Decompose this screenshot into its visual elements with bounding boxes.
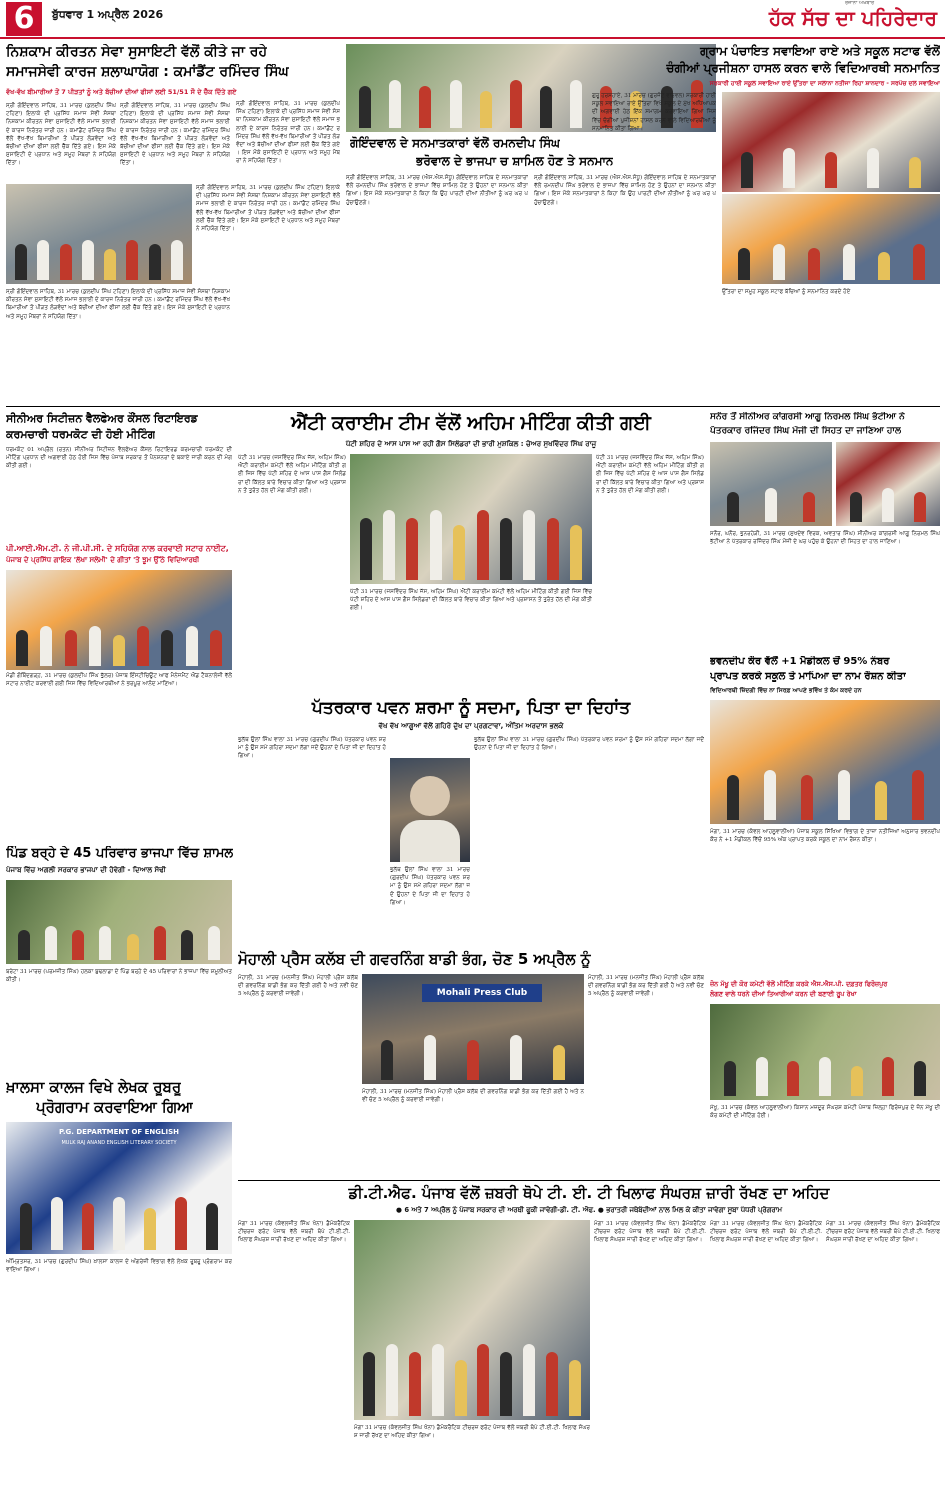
article-body: ਮੋਗਾ 31 ਮਾਰਚ (ਕੰਵਲਜੀਤ ਸਿੰਘ ਖੰਨਾ) ਡੈਮੋਕਰੈਟਿਕ ਟੀਚਰਜ਼ ਫਰੰਟ ਪੰਜਾਬ ਵੱਲੋਂ ਜ਼ਬਰੀ ਥੋਪੇ ਟੀ.ਈ.ਟੀ. ਖਿਲਾਫ ਸੰਘਰਸ਼ ਜਾਰੀ ਰੱਖਣ ਦਾ ਅਹਿਦ ਕੀਤਾ ਗਿਆ। <box>594 1221 706 1244</box>
mohali-photo <box>362 974 584 1084</box>
headline: ਪਿੰਡ ਬਰ੍ਹੇ ਦੇ 45 ਪਰਿਵਾਰ ਭਾਜਪਾ ਵਿੱਚ ਸ਼ਾਮਲ <box>6 846 234 861</box>
article-pimt <box>6 544 232 844</box>
pimt-photo <box>6 570 232 670</box>
article-body: ਪੱਟੀ 31 ਮਾਰਚ (ਜਸਵਿੰਦਰ ਸਿੰਘ ਜੱਸ, ਅਹਿਮ ਸਿੰਘ) ਐਂਟੀ ਕਰਾਈਮ ਕਮੇਟੀ ਵੱਲੋਂ ਅਹਿਮ ਮੀਟਿੰਗ ਕੀਤੀ ਗਈ ਜਿਸ ਵਿੱਚ ਪੱਟੀ ਸ਼ਹਿਰ ਦੇ ਆਸ ਪਾਸ ਗੈਸ ਸਿਲੰਡਰਾਂ ਦੀ ਕਿੱਲਤ ਬਾਰੇ ਵਿਚਾਰ ਕੀਤਾ ਗਿਆ ਅਤੇ ਪ੍ਰਸ਼ਾਸਨ ਤੋਂ ਤੁਰੰਤ ਹੱਲ ਦੀ ਮੰਗ ਕੀਤੀ ਗਈ। <box>596 455 704 494</box>
headline: ਭਵਨਦੀਪ ਕੌਰ ਵੱਲੋਂ +1 ਮੈਡੀਕਲ ਚੋਂ 95% ਨੰਬਰ <box>710 656 890 667</box>
masthead <box>0 0 945 38</box>
article-body: ਸ੍ਰੀ ਗੋਇੰਦਵਾਲ ਸਾਹਿਬ, 31 ਮਾਰਚ (ਕੁਲਦੀਪ ਸਿੰਘ ਟਹਿਣਾ) ਇਲਾਕੇ ਦੀ ਪ੍ਰਸਿੱਧ ਸਮਾਜ ਸੇਵੀ ਸੰਸਥਾ ਨਿਸ਼ਕਾਮ ਕੀਰਤਨ ਸੇਵਾ ਸੁਸਾਇਟੀ ਵੱਲੋਂ ਸਮਾਜ ਭਲਾਈ ਦੇ ਕਾਰਜ ਨਿਰੰਤਰ ਜਾਰੀ ਹਨ। ਕਮਾਂਡੈਂਟ ਰਮਿੰਦਰ ਸਿੰਘ ਵੱਲੋਂ ਵੱਖ-ਵੱਖ ਬਿਮਾਰੀਆਂ ਤੋਂ ਪੀੜਤ ਲੋੜਵੰਦਾਂ ਅਤੇ ਬੱਚੀਆਂ ਦੀਆਂ ਫੀਸਾਂ ਲਈ ਚੈੱਕ ਦਿੱਤੇ ਗਏ। ਇਸ ਮੌਕੇ ਸੁਸਾਇਟੀ ਦੇ ਪ੍ਰਧਾਨ ਅਤੇ ਸਮੂਹ ਮੈਂਬਰਾਂ ਨੇ ਸਹਿਯੋਗ ਦਿੱਤਾ। <box>196 185 340 233</box>
issue-date: ਬੁੱਧਵਾਰ 1 ਅਪ੍ਰੈਲ 2026 <box>52 8 164 21</box>
article-body: ਮੋਗਾ 31 ਮਾਰਚ (ਕੰਵਲਜੀਤ ਸਿੰਘ ਖੰਨਾ) ਡੈਮੋਕਰੈਟਿਕ ਟੀਚਰਜ਼ ਫਰੰਟ ਪੰਜਾਬ ਵੱਲੋਂ ਜ਼ਬਰੀ ਥੋਪੇ ਟੀ.ਈ.ਟੀ. ਖਿਲਾਫ ਸੰਘਰਸ਼ ਜਾਰੀ ਰੱਖਣ ਦਾ ਅਹਿਦ ਕੀਤਾ ਗਿਆ। <box>710 1221 822 1244</box>
article-school <box>666 44 940 394</box>
article-body: ਪੱਟੀ 31 ਮਾਰਚ (ਜਸਵਿੰਦਰ ਸਿੰਘ ਜੱਸ, ਅਹਿਮ ਸਿੰਘ) ਐਂਟੀ ਕਰਾਈਮ ਕਮੇਟੀ ਵੱਲੋਂ ਅਹਿਮ ਮੀਟਿੰਗ ਕੀਤੀ ਗਈ ਜਿਸ ਵਿੱਚ ਪੱਟੀ ਸ਼ਹਿਰ ਦੇ ਆਸ ਪਾਸ ਗੈਸ ਸਿਲੰਡਰਾਂ ਦੀ ਕਿੱਲਤ ਬਾਰੇ ਵਿਚਾਰ ਕੀਤਾ ਗਿਆ ਅਤੇ ਪ੍ਰਸ਼ਾਸਨ ਤੋਂ ਤੁਰੰਤ ਹੱਲ ਦੀ ਮੰਗ ਕੀਤੀ ਗਈ। <box>350 589 592 612</box>
headline: ਸੀਨੀਅਰ ਸਿਟੀਜ਼ਨ ਵੈਲਫੇਅਰ ਕੌਂਸਲ ਰਿਟਾਇਰਡ <box>6 412 198 425</box>
article-zone <box>710 980 940 1178</box>
headline: ਲੋਗਣ ਵਾਲੇ ਧਰਨੇ ਦੀਆਂ ਤਿਆਰੀਆਂ ਕਰਨ ਦੀ ਬਣਾਈ ਰੂਪ ਰੇਖਾ <box>710 990 857 998</box>
headline: ਮੋਹਾਲੀ ਪ੍ਰੈਸ ਕਲੱਬ ਦੀ ਗਵਰਨਿੰਗ ਬਾਡੀ ਭੰਗ, ਚੋਣ 5 ਅਪ੍ਰੈਲ ਨੂੰ <box>238 950 591 968</box>
banner-text: MULK RAJ ANAND ENGLISH LITERARY SOCIETY <box>61 1140 177 1146</box>
medical-photo <box>710 700 940 824</box>
article-body: ਸ੍ਰੀ ਗੋਇੰਦਵਾਲ ਸਾਹਿਬ, 31 ਮਾਰਚ (ਕੁਲਦੀਪ ਸਿੰਘ ਟਹਿਣਾ) ਇਲਾਕੇ ਦੀ ਪ੍ਰਸਿੱਧ ਸਮਾਜ ਸੇਵੀ ਸੰਸਥਾ ਨਿਸ਼ਕਾਮ ਕੀਰਤਨ ਸੇਵਾ ਸੁਸਾਇਟੀ ਵੱਲੋਂ ਸਮਾਜ ਭਲਾਈ ਦੇ ਕਾਰਜ ਨਿਰੰਤਰ ਜਾਰੀ ਹਨ। ਕਮਾਂਡੈਂਟ ਰਮਿੰਦਰ ਸਿੰਘ ਵੱਲੋਂ ਵੱਖ-ਵੱਖ ਬਿਮਾਰੀਆਂ ਤੋਂ ਪੀੜਤ ਲੋੜਵੰਦਾਂ ਅਤੇ ਬੱਚੀਆਂ ਦੀਆਂ ਫੀਸਾਂ ਲਈ ਚੈੱਕ ਦਿੱਤੇ ਗਏ। ਇਸ ਮੌਕੇ ਸੁਸਾਇਟੀ ਦੇ ਪ੍ਰਧਾਨ ਅਤੇ ਸਮੂਹ ਮੈਂਬਰਾਂ ਨੇ ਸਹਿਯੋਗ ਦਿੱਤਾ। <box>6 103 116 167</box>
photo-caption: ਉੱਤਰਾ ਦਾ ਸਮੂਹ ਸਕੂਲ ਸਟਾਫ ਬੱਚਿਆਂ ਨੂੰ ਸਨਮਾਨਿਤ ਕਰਦੇ ਹੋਏ <box>722 289 851 295</box>
article-body: ਮੱਖੂ, 31 ਮਾਰਚ (ਕੰਵਲ ਆਹਲੂਵਾਲੀਆ) ਕਿਸਾਨ ਮਜ਼ਦੂਰ ਸੰਘਰਸ਼ ਕਮੇਟੀ ਪੰਜਾਬ ਜ਼ਿਲ੍ਹਾ ਫਿਰੋਜ਼ਪੁਰ ਦੇ ਜ਼ੋਨ ਮੱਖੂ ਦੀ ਕੋਰ ਕਮੇਟੀ ਦੀ ਮੀਟਿੰਗ ਹੋਈ। <box>710 1105 940 1120</box>
crime-photo <box>350 454 592 584</box>
article-body: ਪੱਟੀ 31 ਮਾਰਚ (ਜਸਵਿੰਦਰ ਸਿੰਘ ਜੱਸ, ਅਹਿਮ ਸਿੰਘ) ਐਂਟੀ ਕਰਾਈਮ ਕਮੇਟੀ ਵੱਲੋਂ ਅਹਿਮ ਮੀਟਿੰਗ ਕੀਤੀ ਗਈ ਜਿਸ ਵਿੱਚ ਪੱਟੀ ਸ਼ਹਿਰ ਦੇ ਆਸ ਪਾਸ ਗੈਸ ਸਿਲੰਡਰਾਂ ਦੀ ਕਿੱਲਤ ਬਾਰੇ ਵਿਚਾਰ ਕੀਤਾ ਗਿਆ ਅਤੇ ਪ੍ਰਸ਼ਾਸਨ ਤੋਂ ਤੁਰੰਤ ਹੱਲ ਦੀ ਮੰਗ ਕੀਤੀ ਗਈ। <box>238 455 346 494</box>
article-body: ਸ੍ਰੀ ਗੋਇੰਦਵਾਲ ਸਾਹਿਬ, 31 ਮਾਰਚ (ਕੁਲਦੀਪ ਸਿੰਘ ਟਹਿਣਾ) ਇਲਾਕੇ ਦੀ ਪ੍ਰਸਿੱਧ ਸਮਾਜ ਸੇਵੀ ਸੰਸਥਾ ਨਿਸ਼ਕਾਮ ਕੀਰਤਨ ਸੇਵਾ ਸੁਸਾਇਟੀ ਵੱਲੋਂ ਸਮਾਜ ਭਲਾਈ ਦੇ ਕਾਰਜ ਨਿਰੰਤਰ ਜਾਰੀ ਹਨ। ਕਮਾਂਡੈਂਟ ਰਮਿੰਦਰ ਸਿੰਘ ਵੱਲੋਂ ਵੱਖ-ਵੱਖ ਬਿਮਾਰੀਆਂ ਤੋਂ ਪੀੜਤ ਲੋੜਵੰਦਾਂ ਅਤੇ ਬੱਚੀਆਂ ਦੀਆਂ ਫੀਸਾਂ ਲਈ ਚੈੱਕ ਦਿੱਤੇ ਗਏ। ਇਸ ਮੌਕੇ ਸੁਸਾਇਟੀ ਦੇ ਪ੍ਰਧਾਨ ਅਤੇ ਸਮੂਹ ਮੈਂਬਰਾਂ ਨੇ ਸਹਿਯੋਗ ਦਿੱਤਾ। <box>236 101 340 165</box>
headline: ਡੀ.ਟੀ.ਐਫ. ਪੰਜਾਬ ਵੱਲੋਂ ਜ਼ਬਰੀ ਥੋਪੇ ਟੀ. ਈ. ਟੀ ਖਿਲਾਫ ਸੰਘਰਸ਼ ਜ਼ਾਰੀ ਰੱਖਣ ਦਾ ਅਹਿਦ <box>348 1184 830 1202</box>
kirtan-photo <box>6 184 192 284</box>
section-divider <box>238 1180 940 1181</box>
article-body: ਮੋਹਾਲੀ, 31 ਮਾਰਚ (ਮਨਜੀਤ ਸਿੰਘ) ਮੋਹਾਲੀ ਪ੍ਰੈਸ ਕਲੱਬ ਦੀ ਗਵਰਨਿੰਗ ਬਾਡੀ ਭੰਗ ਕਰ ਦਿੱਤੀ ਗਈ ਹੈ ਅਤੇ ਨਵੀਂ ਚੋਣ 5 ਅਪ੍ਰੈਲ ਨੂੰ ਕਰਵਾਈ ਜਾਵੇਗੀ। <box>588 975 704 998</box>
subhead: ਵਿਦਿਆਰਥੀ ਜ਼ਿੰਦਗੀ ਵਿੱਚ ਨਾ ਸਿਰਫ਼ ਆਪਣੇ ਭਵਿੱਖ ਤੇ ਕੰਮ ਕਰਦੇ ਹਨ <box>710 687 862 694</box>
article-body: ਸਨੌਰ, ਘਨੌਰ, ਭੁਨਰਹੇੜੀ, 31 ਮਾਰਚ (ਸੁਖਦੇਵ ਵਿਰਕ, ਅਵਤਾਰ ਸਿੰਘ) ਸੀਨੀਅਰ ਕਾਂਗਰਸੀ ਆਗੂ ਨਿਰਮਲ ਸਿੰਘ ਭੱਟੀਆ ਨੇ ਪੱਤਰਕਾਰ ਰਜਿੰਦਰ ਸਿੰਘ ਮੌਜੀ ਦੇ ਘਰ ਪਹੁੰਚ ਕੇ ਉਹਨਾਂ ਦੀ ਸਿਹਤ ਦਾ ਹਾਲ ਜਾਣਿਆ। <box>710 531 940 546</box>
subhead: ਸਰਕਾਰੀ ਹਾਈ ਸਕੂਲ ਸਵਾਇਆ ਰਾਏ ਉੱਤਰਾ ਦਾ ਸਲਾਨਾ ਨਤੀਜਾ ਰਿਹਾ ਸ਼ਾਨਦਾਰ - ਸਰਪੰਚ ਦਲ ਸਵਾਇਆ <box>709 80 940 87</box>
article-body: ਸ੍ਰੀ ਗੋਇੰਦਵਾਲ ਸਾਹਿਬ, 31 ਮਾਰਚ (ਐਸ.ਐਸ.ਸੰਧੂ) ਗੋਇੰਦਵਾਲ ਸਾਹਿਬ ਦੇ ਸਨਮਾਤਕਾਰਾਂ ਵੱਲੋਂ ਰਮਨਦੀਪ ਸਿੰਘ ਭਰੋਵਾਲ ਦੇ ਭਾਜਪਾ ਵਿੱਚ ਸ਼ਾਮਿਲ ਹੋਣ ਤੇ ਉਹਨਾਂ ਦਾ ਸਨਮਾਨ ਕੀਤਾ ਗਿਆ। ਇਸ ਮੌਕੇ ਸਨਮਾਤਕਾਰਾਂ ਨੇ ਕਿਹਾ ਕਿ ਉਹ ਪਾਰਟੀ ਦੀਆਂ ਨੀਤੀਆਂ ਨੂੰ ਘਰ ਘਰ ਪਹੁੰਚਾਉਣਗੇ। <box>534 175 716 206</box>
headline: ਭਰੋਵਾਲ ਦੇ ਭਾਜਪਾ ਚ ਸ਼ਾਮਿਲ ਹੋਣ ਤੇ ਸਨਮਾਨ <box>416 154 614 168</box>
subhead: ● 6 ਅਤੇ 7 ਅਪ੍ਰੈਲ ਨੂੰ ਪੰਜਾਬ ਸਰਕਾਰ ਦੀ ਅਰਥੀ ਫੂਕੀ ਜਾਵੇਗੀ-ਡੀ. ਟੀ. ਐਫ. ● ਭਰਾਤਰੀ ਜਥੇਬੰਦੀਆਂ ਨਾਲ ਮਿਲ ਕੇ ਕੀਤਾ ਜਾਵੇਗਾ ਸੂਬਾ ਪੱਧਰੀ ਪ੍ਰੋਗਰਾਮ <box>396 1206 782 1214</box>
article-crime <box>238 412 704 692</box>
article-medical <box>710 656 940 976</box>
subhead: ਵੱਖ-ਵੱਖ ਬੀਮਾਰੀਆਂ ਤੋਂ 7 ਪੀੜਤਾਂ ਨੂੰ ਅਤੇ ਬੱਚੀਆਂ ਦੀਆਂ ਫੀਸਾਂ ਲਈ 51/51 ਸੌ ਦੇ ਚੈੱਕ ਦਿੱਤੇ ਗਏ <box>6 88 237 96</box>
article-body: ਸ੍ਰੀ ਗੋਇੰਦਵਾਲ ਸਾਹਿਬ, 31 ਮਾਰਚ (ਐਸ.ਐਸ.ਸੰਧੂ) ਗੋਇੰਦਵਾਲ ਸਾਹਿਬ ਦੇ ਸਨਮਾਤਕਾਰਾਂ ਵੱਲੋਂ ਰਮਨਦੀਪ ਸਿੰਘ ਭਰੋਵਾਲ ਦੇ ਭਾਜਪਾ ਵਿੱਚ ਸ਼ਾਮਿਲ ਹੋਣ ਤੇ ਉਹਨਾਂ ਦਾ ਸਨਮਾਨ ਕੀਤਾ ਗਿਆ। ਇਸ ਮੌਕੇ ਸਨਮਾਤਕਾਰਾਂ ਨੇ ਕਿਹਾ ਕਿ ਉਹ ਪਾਰਟੀ ਦੀਆਂ ਨੀਤੀਆਂ ਨੂੰ ਘਰ ਘਰ ਪਹੁੰਚਾਉਣਗੇ। <box>346 175 528 206</box>
article-body: ਭੁਲੱਥ ਉਲਾਂ ਸਿੰਘ ਵਾਲਾ 31 ਮਾਰਚ (ਗੁਰਦੀਪ ਸਿੰਘ) ਪੱਤਰਕਾਰ ਪਵਨ ਸ਼ਰਮਾ ਨੂੰ ਉਸ ਸਮੇਂ ਗਹਿਰਾ ਸਦਮਾ ਲੱਗਾ ਜਦੋਂ ਉਹਨਾਂ ਦੇ ਪਿਤਾ ਜੀ ਦਾ ਦਿਹਾਂਤ ਹੋ ਗਿਆ। <box>390 867 470 906</box>
article-body: ਗੁਰੂ ਹਰਸਹਾਏ, 31 ਮਾਰਚ (ਗੁਰਜੰਟ ਵਾਰਵਲ) ਸਰਕਾਰੀ ਹਾਈ ਸਕੂਲ ਸਵਾਇਆ ਰਾਏ ਉੱਤਰਾ ਵਿਖੇ ਸਕੂਲ ਦੇ ਮੁੱਖ ਅਧਿਆਪਕ ਦੀ ਅਗਵਾਈ ਹੇਠ ਇੱਕ ਸਮਾਗਮ ਕਰਵਾਇਆ ਗਿਆ ਜਿਸ ਵਿੱਚ ਚੰਗੀਆਂ ਪੁਜੀਸ਼ਨਾਂ ਹਾਸਲ ਕਰਨ ਵਾਲੇ ਵਿਦਿਆਰਥੀਆਂ ਨੂੰ ਸਨਮਾਨਿਤ ਕੀਤਾ ਗਿਆ। <box>592 93 716 132</box>
paper-tag: ਰੋਜ਼ਾਨਾ ਅਖ਼ਬਾਰ <box>845 0 875 6</box>
section-divider <box>6 406 940 407</box>
article-body: ਸ੍ਰੀ ਗੋਇੰਦਵਾਲ ਸਾਹਿਬ, 31 ਮਾਰਚ (ਕੁਲਦੀਪ ਸਿੰਘ ਟਹਿਣਾ) ਇਲਾਕੇ ਦੀ ਪ੍ਰਸਿੱਧ ਸਮਾਜ ਸੇਵੀ ਸੰਸਥਾ ਨਿਸ਼ਕਾਮ ਕੀਰਤਨ ਸੇਵਾ ਸੁਸਾਇਟੀ ਵੱਲੋਂ ਸਮਾਜ ਭਲਾਈ ਦੇ ਕਾਰਜ ਨਿਰੰਤਰ ਜਾਰੀ ਹਨ। ਕਮਾਂਡੈਂਟ ਰਮਿੰਦਰ ਸਿੰਘ ਵੱਲੋਂ ਵੱਖ-ਵੱਖ ਬਿਮਾਰੀਆਂ ਤੋਂ ਪੀੜਤ ਲੋੜਵੰਦਾਂ ਅਤੇ ਬੱਚੀਆਂ ਦੀਆਂ ਫੀਸਾਂ ਲਈ ਚੈੱਕ ਦਿੱਤੇ ਗਏ। ਇਸ ਮੌਕੇ ਸੁਸਾਇਟੀ ਦੇ ਪ੍ਰਧਾਨ ਅਤੇ ਸਮੂਹ ਮੈਂਬਰਾਂ ਨੇ ਸਹਿਯੋਗ ਦਿੱਤਾ। <box>6 289 230 320</box>
banner-text: Mohali Press Club <box>422 984 542 1002</box>
subhead: ਵੱਖ ਵੱਖ ਆਗੂਆਂ ਵੱਲੋਂ ਗਹਿਰੇ ਦੁੱਖ ਦਾ ਪ੍ਰਗਟਾਵਾ, ਅੰਤਿਮ ਅਰਦਾਸ ਭਲਕੇ <box>378 722 564 730</box>
article-body: ਮੋਗਾ 31 ਮਾਰਚ (ਕੰਵਲਜੀਤ ਸਿੰਘ ਖੰਨਾ) ਡੈਮੋਕਰੈਟਿਕ ਟੀਚਰਜ਼ ਫਰੰਟ ਪੰਜਾਬ ਵੱਲੋਂ ਜ਼ਬਰੀ ਥੋਪੇ ਟੀ.ਈ.ਟੀ. ਖਿਲਾਫ ਸੰਘਰਸ਼ ਜਾਰੀ ਰੱਖਣ ਦਾ ਅਹਿਦ ਕੀਤਾ ਗਿਆ। <box>826 1221 940 1244</box>
zone-photo <box>710 1004 940 1100</box>
article-body: ਧਰਮਕੋਟ 01 ਅਪ੍ਰੈਲ (ਰਤਨ) ਸੀਨੀਅਰ ਸਿਟੀਜ਼ਨ ਵੈਲਫੇਅਰ ਕੌਂਸਲ ਰਿਟਾਇਰਡ ਕਰਮਚਾਰੀ ਧਰਮਕੋਟ ਦੀ ਮੀਟਿੰਗ ਪ੍ਰਧਾਨ ਦੀ ਅਗਵਾਈ ਹੇਠ ਹੋਈ ਜਿਸ ਵਿੱਚ ਪੰਜਾਬ ਸਰਕਾਰ ਤੋਂ ਪੈਨਸ਼ਨਰਾਂ ਦੇ ਬਕਾਏ ਜਾਰੀ ਕਰਨ ਦੀ ਮੰਗ ਕੀਤੀ ਗਈ। <box>6 447 232 470</box>
headline: ਪ੍ਰਾਪਤ ਕਰਕੇ ਸਕੂਲ ਤੇ ਮਾਪਿਆ ਦਾ ਨਾਮ ਰੌਸ਼ਨ ਕੀਤਾ <box>710 671 907 682</box>
article-body: ਮੰਡੀ ਗੋਬਿੰਦਗੜ੍ਹ, 31 ਮਾਰਚ (ਕੁਲਦੀਪ ਸਿੰਘ ਭੁੱਲਰ) ਪੰਜਾਬ ਇੰਸਟੀਚਿਊਟ ਆਫ ਮੈਨੇਜਮੈਂਟ ਐਂਡ ਟੈਕਨਾਲੋਜੀ ਵੱਲੋਂ ਸਟਾਰ ਨਾਈਟ ਕਰਵਾਈ ਗਈ ਜਿਸ ਵਿੱਚ ਵਿਦਿਆਰਥੀਆਂ ਨੇ ਭਰਪੂਰ ਆਨੰਦ ਮਾਣਿਆ। <box>6 673 232 688</box>
article-body: ਮੋਹਾਲੀ, 31 ਮਾਰਚ (ਮਨਜੀਤ ਸਿੰਘ) ਮੋਹਾਲੀ ਪ੍ਰੈਸ ਕਲੱਬ ਦੀ ਗਵਰਨਿੰਗ ਬਾਡੀ ਭੰਗ ਕਰ ਦਿੱਤੀ ਗਈ ਹੈ ਅਤੇ ਨਵੀਂ ਚੋਣ 5 ਅਪ੍ਰੈਲ ਨੂੰ ਕਰਵਾਈ ਜਾਵੇਗੀ। <box>362 1089 584 1104</box>
headline: ਪੀ.ਆਈ.ਐਮ.ਟੀ. ਨੇ ਜੀ.ਪੀ.ਸੀ. ਦੇ ਸਹਿਯੋਗ ਨਾਲ ਕਰਵਾਈ ਸਟਾਰ ਨਾਈਟ, <box>6 544 229 553</box>
article-bjp45 <box>6 846 232 1076</box>
headline: ਪੱਤਰਕਾਰ ਪਵਨ ਸ਼ਰਮਾ ਨੂੰ ਸਦਮਾ, ਪਿਤਾ ਦਾ ਦਿਹਾਂਤ <box>311 698 631 718</box>
page-number-badge: 6 <box>6 2 42 36</box>
article-body: ਮੋਗਾ 31 ਮਾਰਚ (ਕੰਵਲਜੀਤ ਸਿੰਘ ਖੰਨਾ) ਡੈਮੋਕਰੈਟਿਕ ਟੀਚਰਜ਼ ਫਰੰਟ ਪੰਜਾਬ ਵੱਲੋਂ ਜ਼ਬਰੀ ਥੋਪੇ ਟੀ.ਈ.ਟੀ. ਖਿਲਾਫ ਸੰਘਰਸ਼ ਜਾਰੀ ਰੱਖਣ ਦਾ ਅਹਿਦ ਕੀਤਾ ਗਿਆ। <box>354 1425 590 1440</box>
article-congress <box>710 412 940 652</box>
headline: ਪ੍ਰੋਗਰਾਮ ਕਰਵਾਇਆ ਗਿਆ <box>36 1098 194 1116</box>
article-dtf <box>238 1184 940 1502</box>
headline: ਸਮਾਜਸੇਵੀ ਕਾਰਜ ਸ਼ਲਾਘਾਯੋਗ : ਕਮਾਂਡੈਂਟ ਰਮਿੰਦਰ ਸਿੰਘ <box>6 64 289 80</box>
headline: ਚੰਗੀਆਂ ਪ੍ਰਜੀਸ਼ਨਾ ਹਾਸਲ ਕਰਨ ਵਾਲੇ ਵਿਦਿਆਰਥੀ ਸਨਮਾਨਿਤ <box>666 61 940 75</box>
portrait-figure <box>410 776 450 816</box>
masthead-rule <box>0 37 945 39</box>
paper-name: ਹੱਕ ਸੱਚ ਦਾ ਪਹਿਰੇਦਾਰ <box>769 6 937 30</box>
headline: ਐਂਟੀ ਕਰਾਈਮ ਟੀਮ ਵੱਲੋਂ ਅਹਿਮ ਮੀਟਿੰਗ ਕੀਤੀ ਗਈ <box>291 412 651 434</box>
article-body: ਭੁਲੱਥ ਉਲਾਂ ਸਿੰਘ ਵਾਲਾ 31 ਮਾਰਚ (ਗੁਰਦੀਪ ਸਿੰਘ) ਪੱਤਰਕਾਰ ਪਵਨ ਸ਼ਰਮਾ ਨੂੰ ਉਸ ਸਮੇਂ ਗਹਿਰਾ ਸਦਮਾ ਲੱਗਾ ਜਦੋਂ ਉਹਨਾਂ ਦੇ ਪਿਤਾ ਜੀ ਦਾ ਦਿਹਾਂਤ ਹੋ ਗਿਆ। <box>238 737 386 760</box>
headline: ਜ਼ੋਨ ਮੱਖੂ ਦੀ ਕੋਰ ਕਮੇਟੀ ਵੱਲੋਂ ਮੀਟਿੰਗ ਕਰਕੇ ਐਸ.ਐਸ.ਪੀ. ਦਫ਼ਤਰ ਫਿਰੋਜ਼ਪੁਰ <box>710 980 888 988</box>
article-khalsa <box>6 1078 232 1502</box>
article-body: ਮੋਹਾਲੀ, 31 ਮਾਰਚ (ਮਨਜੀਤ ਸਿੰਘ) ਮੋਹਾਲੀ ਪ੍ਰੈਸ ਕਲੱਬ ਦੀ ਗਵਰਨਿੰਗ ਬਾਡੀ ਭੰਗ ਕਰ ਦਿੱਤੀ ਗਈ ਹੈ ਅਤੇ ਨਵੀਂ ਚੋਣ 5 ਅਪ੍ਰੈਲ ਨੂੰ ਕਰਵਾਈ ਜਾਵੇਗੀ। <box>238 975 358 998</box>
headline: ਪੰਜਾਬ ਦੇ ਪ੍ਰਸਿੱਧ ਗਾਇਕ 'ਲੱਖਾ ਸਲੇਮੀ' ਦੇ ਗੀਤਾਂ 'ਤੇ ਝੂਮ ਉੱਠੇ ਵਿਦਿਆਰਥੀ <box>6 556 200 564</box>
article-body: ਬਰੇਟਾ 31 ਮਾਰਚ (ਪਰਮਜੀਤ ਸਿੰਘ) ਹਲਕਾ ਬੁਢਲਾਡਾ ਦੇ ਪਿੰਡ ਬਰ੍ਹੇ ਦੇ 45 ਪਰਿਵਾਰਾਂ ਨੇ ਭਾਜਪਾ ਵਿੱਚ ਸ਼ਮੂਲੀਅਤ ਕੀਤੀ। <box>6 969 232 984</box>
dtf-photo <box>354 1220 590 1420</box>
article-body: ਮੋਗਾ 31 ਮਾਰਚ (ਕੰਵਲਜੀਤ ਸਿੰਘ ਖੰਨਾ) ਡੈਮੋਕਰੈਟਿਕ ਟੀਚਰਜ਼ ਫਰੰਟ ਪੰਜਾਬ ਵੱਲੋਂ ਜ਼ਬਰੀ ਥੋਪੇ ਟੀ.ਈ.ਟੀ. ਖਿਲਾਫ ਸੰਘਰਸ਼ ਜਾਰੀ ਰੱਖਣ ਦਾ ਅਹਿਦ ਕੀਤਾ ਗਿਆ। <box>238 1221 350 1244</box>
school-photo <box>722 92 940 192</box>
portrait-figure <box>400 820 460 862</box>
headline: ਸਨੌਰ ਤੋਂ ਸੀਨੀਅਰ ਕਾਂਗਰਸੀ ਆਗੂ ਨਿਰਮਲ ਸਿੰਘ ਭੱਟੀਆ ਨੇ <box>710 412 905 422</box>
article-body: ਮੋਗਾ, 31 ਮਾਰਚ (ਕੰਵਲ ਆਹਲੂਵਾਲੀਆ) ਪੰਜਾਬ ਸਕੂਲ ਸਿੱਖਿਆ ਵਿਭਾਗ ਦੇ ਤਾਜ਼ਾ ਨਤੀਜਿਆਂ ਅਨੁਸਾਰ ਭਵਨਦੀਪ ਕੌਰ ਨੇ +1 ਮੈਡੀਕਲ ਵਿੱਚੋਂ 95% ਅੰਕ ਪ੍ਰਾਪਤ ਕਰਕੇ ਸਕੂਲ ਦਾ ਨਾਮ ਰੌਸ਼ਨ ਕੀਤਾ। <box>710 829 940 844</box>
headline: ਕਰਮਚਾਰੀ ਧਰਮਕੋਟ ਦੀ ਹੋਈ ਮੀਟਿੰਗ <box>6 428 156 441</box>
subhead: ਪੱਟੀ ਸ਼ਹਿਰ ਦੇ ਆਸ ਪਾਸ ਆ ਰਹੀ ਗੈਸ ਸਿਲੰਡਰਾਂ ਦੀ ਭਾਰੀ ਮੁਸ਼ਕਿਲ : ਚੇਅਰ ਸੁਖਵਿੰਦਰ ਸਿੰਘ ਰਾਜੂ <box>345 440 597 448</box>
article-condolence <box>238 698 704 948</box>
banner-text: P.G. DEPARTMENT OF ENGLISH <box>58 1128 180 1136</box>
bjp45-photo <box>6 880 232 964</box>
khalsa-photo <box>6 1122 232 1254</box>
article-body: ਸ੍ਰੀ ਗੋਇੰਦਵਾਲ ਸਾਹਿਬ, 31 ਮਾਰਚ (ਕੁਲਦੀਪ ਸਿੰਘ ਟਹਿਣਾ) ਇਲਾਕੇ ਦੀ ਪ੍ਰਸਿੱਧ ਸਮਾਜ ਸੇਵੀ ਸੰਸਥਾ ਨਿਸ਼ਕਾਮ ਕੀਰਤਨ ਸੇਵਾ ਸੁਸਾਇਟੀ ਵੱਲੋਂ ਸਮਾਜ ਭਲਾਈ ਦੇ ਕਾਰਜ ਨਿਰੰਤਰ ਜਾਰੀ ਹਨ। ਕਮਾਂਡੈਂਟ ਰਮਿੰਦਰ ਸਿੰਘ ਵੱਲੋਂ ਵੱਖ-ਵੱਖ ਬਿਮਾਰੀਆਂ ਤੋਂ ਪੀੜਤ ਲੋੜਵੰਦਾਂ ਅਤੇ ਬੱਚੀਆਂ ਦੀਆਂ ਫੀਸਾਂ ਲਈ ਚੈੱਕ ਦਿੱਤੇ ਗਏ। ਇਸ ਮੌਕੇ ਸੁਸਾਇਟੀ ਦੇ ਪ੍ਰਧਾਨ ਅਤੇ ਸਮੂਹ ਮੈਂਬਰਾਂ ਨੇ ਸਹਿਯੋਗ ਦਿੱਤਾ। <box>120 103 230 167</box>
headline: ਗ੍ਰਾਮ ਪੰਚਾਇਤ ਸਵਾਇਆ ਰਾਏ ਅਤੇ ਸਕੂਲ ਸਟਾਫ ਵੱਲੋਂ <box>700 44 940 58</box>
congress-photo-2 <box>836 442 940 526</box>
congress-photo <box>710 442 832 526</box>
school-photo-2 <box>722 194 940 284</box>
headline: ਖ਼ਾਲਸਾ ਕਾਲਜ ਵਿਖੇ ਲੇਖਕ ਰੂਬਰੂ <box>6 1078 182 1096</box>
article-senior <box>6 412 232 542</box>
headline: ਨਿਸ਼ਕਾਮ ਕੀਰਤਨ ਸੇਵਾ ਸੁਸਾਇਟੀ ਵੱਲੋਂ ਕੀਤੇ ਜਾ ਰਹੇ <box>6 44 268 60</box>
article-mohali <box>238 950 704 1178</box>
headline: ਗੋਇੰਦਵਾਲ ਦੇ ਸਨਮਾਤਕਾਰਾਂ ਵੱਲੋਂ ਰਮਨਦੀਪ ਸਿੰਘ <box>350 136 561 150</box>
subhead: ਪੰਜਾਬ ਵਿੱਚ ਅਗਲੀ ਸਰਕਾਰ ਭਾਜਪਾ ਦੀ ਹੋਵੇਗੀ - ਦਿਆਲ ਸੋਢੀ <box>6 866 166 874</box>
article-body: ਅੰਮ੍ਰਿਤਸਰ, 31 ਮਾਰਚ (ਗੁਰਦੀਪ ਸਿੰਘ) ਖ਼ਾਲਸਾ ਕਾਲਜ ਦੇ ਅੰਗਰੇਜ਼ੀ ਵਿਭਾਗ ਵੱਲੋਂ ਲੇਖਕ ਰੂਬਰੂ ਪ੍ਰੋਗਰਾਮ ਕਰਵਾਇਆ ਗਿਆ। <box>6 1259 232 1274</box>
headline: ਪੱਤਰਕਾਰ ਰਜਿੰਦਰ ਸਿੰਘ ਮੌਜੀ ਦੀ ਸਿਹਤ ਦਾ ਜਾਣਿਆ ਹਾਲ <box>710 426 902 436</box>
article-body: ਭੁਲੱਥ ਉਲਾਂ ਸਿੰਘ ਵਾਲਾ 31 ਮਾਰਚ (ਗੁਰਦੀਪ ਸਿੰਘ) ਪੱਤਰਕਾਰ ਪਵਨ ਸ਼ਰਮਾ ਨੂੰ ਉਸ ਸਮੇਂ ਗਹਿਰਾ ਸਦਮਾ ਲੱਗਾ ਜਦੋਂ ਉਹਨਾਂ ਦੇ ਪਿਤਾ ਜੀ ਦਾ ਦਿਹਾਂਤ ਹੋ ਗਿਆ। <box>474 737 704 752</box>
portrait-photo <box>390 758 470 862</box>
